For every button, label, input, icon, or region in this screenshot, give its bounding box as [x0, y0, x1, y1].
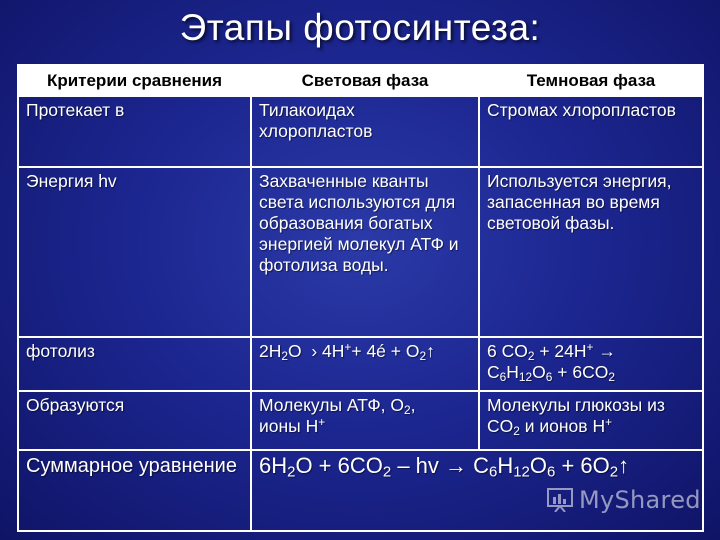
- watermark: [547, 484, 707, 516]
- light-energy: Захваченные кванты света используются для образования богатых энергией молекул АТФ и фотолиза воды.: [251, 167, 479, 337]
- table-row: [18, 391, 703, 450]
- header-criteria: Критерии сравнения: [18, 65, 251, 96]
- row-label-location: Протекает в: [18, 96, 251, 168]
- watermark-text: MyShared: [579, 486, 701, 514]
- table-row: [18, 337, 703, 390]
- table-row: [18, 167, 703, 337]
- photolysis-dark-text: 6 $CO_2 + 24H^+$ → $C_6H_{12}O_6 + 6CO_2$: [487, 340, 616, 385]
- energy-label: Энергия hv: [26, 171, 117, 192]
- table-header-row: [18, 65, 703, 96]
- table-row: [18, 96, 703, 168]
- row-label-photolysis: фотолиз: [18, 337, 251, 390]
- dark-products-text: Молекулы глюкозы из $CO_2$ и ионов H+: [487, 394, 665, 438]
- summary-equation-text: $6H_2O + 6CO_2$ – hv → $C_6H_{12}O_6$ + $6O_2↑$: [259, 453, 630, 481]
- row-label-summary: Суммарное уравнение: [18, 450, 251, 531]
- light-products-text: Молекулы АТФ, $O_2$, ионы H+: [259, 394, 416, 436]
- light-photolysis-equation: [251, 337, 479, 390]
- presentation-logo-icon: [547, 488, 573, 512]
- row-label-energy: [18, 167, 251, 337]
- comparison-table: [17, 64, 704, 532]
- light-location: Тилакоидах хлоропластов: [251, 96, 479, 168]
- photolysis-light-text: $2H_2O$ › 4H++ 4é + $O_2↑$: [259, 340, 435, 364]
- header-light-phase: Световая фаза: [251, 65, 479, 96]
- dark-photolysis-equation: [479, 337, 703, 390]
- dark-location: Стромах хлоропластов: [479, 96, 703, 168]
- dark-products: [479, 391, 703, 450]
- row-label-products: Образуются: [18, 391, 251, 450]
- dark-energy: Используется энергия, запасенная во время световой фазы.: [479, 167, 703, 337]
- light-products: [251, 391, 479, 450]
- header-dark-phase: Темновая фаза: [479, 65, 703, 96]
- slide-title: Этапы фотосинтеза:: [179, 7, 541, 48]
